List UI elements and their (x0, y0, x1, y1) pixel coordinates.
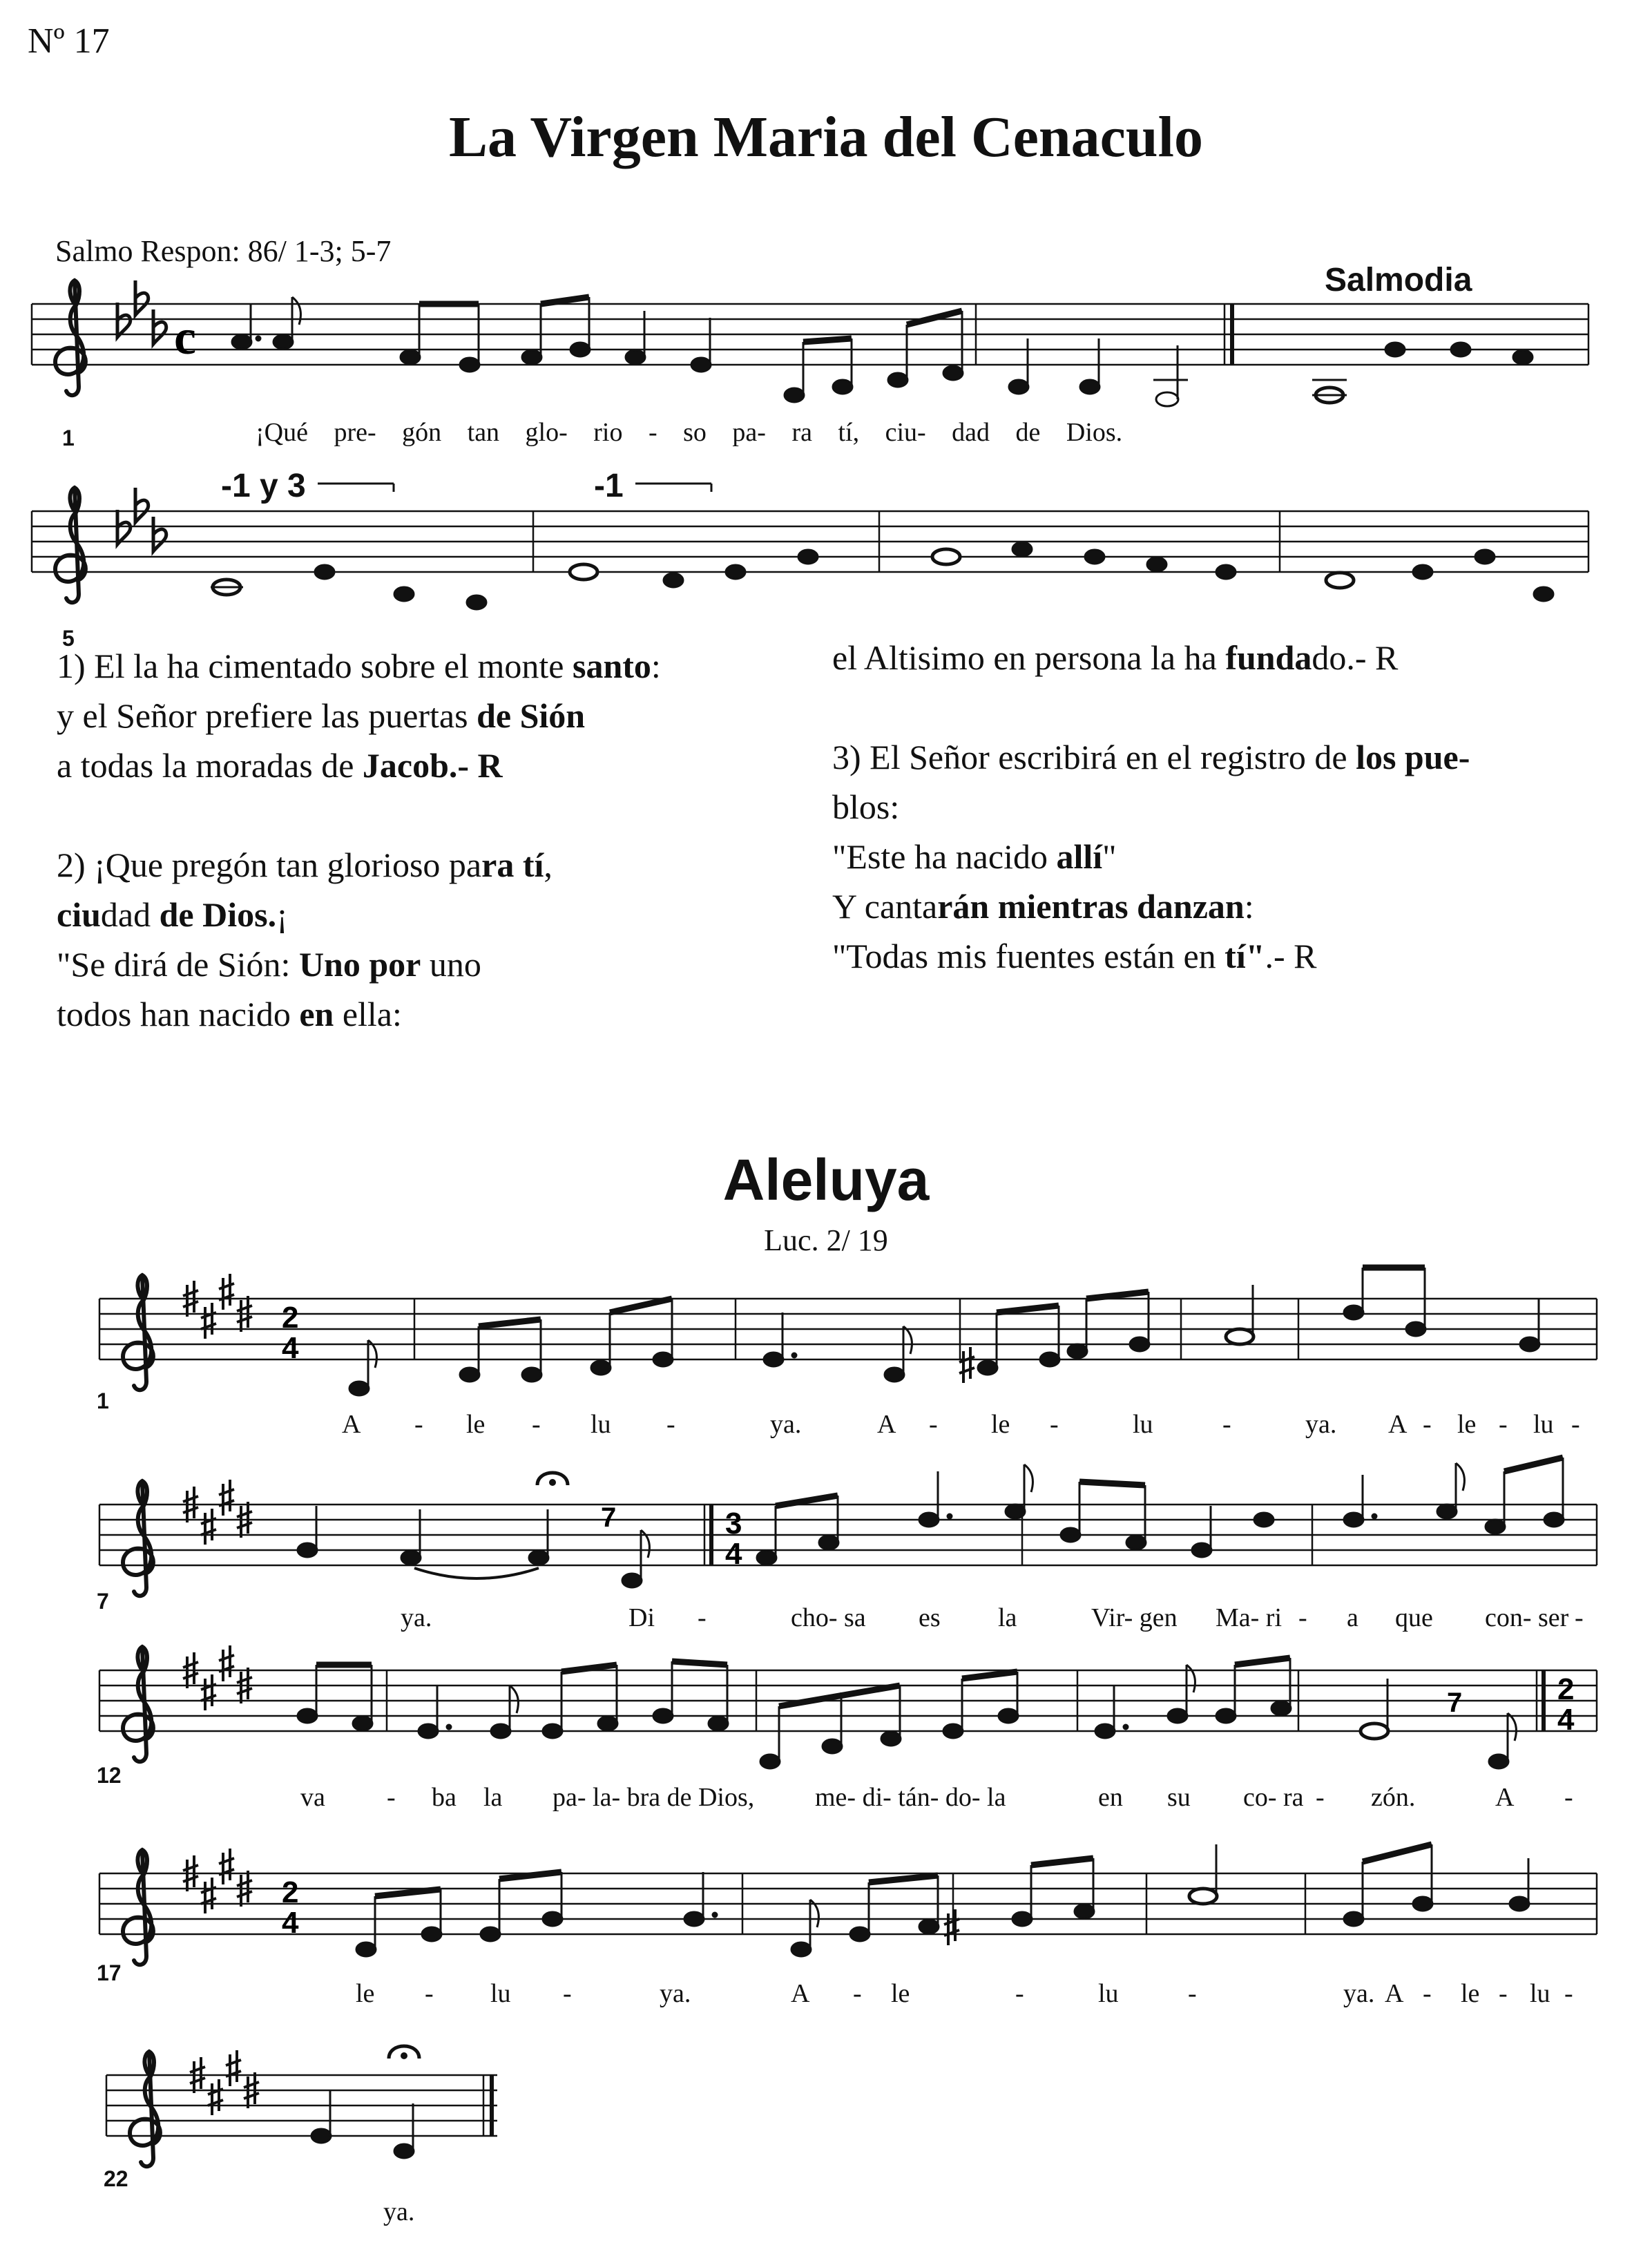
verse-text: tí" (1224, 937, 1265, 975)
lyric-syllable: A (791, 1979, 810, 2008)
aleluya-staff-2 (99, 1458, 1597, 1596)
lyric-syllable: co- ra (1243, 1783, 1304, 1812)
verse-text: "Se dirá de Sión: (57, 945, 299, 984)
lyric-syllable: su (1167, 1783, 1191, 1812)
lyric-syllable: A (342, 1410, 361, 1439)
svg-text:4: 4 (1557, 1703, 1575, 1737)
lyric-syllable: lu (490, 1979, 511, 2008)
salmodia-label: Salmodia (1325, 262, 1472, 298)
verse-text: en (299, 995, 334, 1033)
verse-left-line (57, 691, 782, 741)
lyric-syllable: con- ser (1485, 1603, 1569, 1632)
staff-system-1 (32, 280, 1588, 406)
volta-label: -1 (594, 468, 624, 504)
page-number: Nº 17 (28, 21, 110, 61)
lyric-syllable: ya. (401, 1603, 432, 1632)
verse-text: " (1102, 837, 1117, 876)
lyric-syllable: ya. (1305, 1410, 1337, 1439)
verse-text: Jacob.- R (362, 746, 503, 785)
svg-text:7: 7 (601, 1502, 617, 1533)
lyric-syllable: le (1457, 1410, 1477, 1439)
lyric-syllable: en (1098, 1783, 1123, 1812)
stanza-gap (57, 790, 782, 840)
lyric-syllable: - (1499, 1410, 1508, 1439)
verse-text: blos: (832, 787, 900, 826)
verse-left-line (57, 890, 782, 939)
verse-right-line (832, 732, 1592, 782)
lyric-syllable: - (1222, 1410, 1231, 1439)
lyric-syllable: - (425, 1979, 434, 2008)
lyric-syllable: Vir- gen (1091, 1603, 1178, 1632)
aleluya-staff-5 (106, 2046, 497, 2166)
lyric-syllable: A (877, 1410, 896, 1439)
verse-left-line (57, 741, 782, 790)
lyric-syllable: - (1423, 1410, 1432, 1439)
verse-text: ra tí (481, 846, 544, 884)
lyric-syllable: - (1015, 1979, 1024, 2008)
psalm-title: La Virgen Maria del Cenaculo (449, 105, 1203, 169)
lyric-syllable: ya. (770, 1410, 802, 1439)
lyric-syllable: A (1495, 1783, 1515, 1812)
aleluya-staff-3 (99, 1645, 1597, 1768)
bar-number: 7 (97, 1589, 109, 1614)
lyric-syllable: le (991, 1410, 1010, 1439)
lyric-syllable: a (1347, 1603, 1358, 1632)
lyric-syllable: - (1575, 1603, 1584, 1632)
lyric-syllable: le (466, 1410, 486, 1439)
bar-number: 22 (104, 2166, 128, 2191)
verse-text: de Dios. (159, 895, 277, 934)
lyric-syllable: que (1395, 1603, 1433, 1632)
lyric-syllable: - (1499, 1979, 1508, 2008)
svg-text:2: 2 (282, 1875, 299, 1909)
verse-text: de Sión (477, 696, 586, 735)
verse-left-line (57, 641, 782, 691)
verse-text: ella: (334, 995, 402, 1033)
aleluya-staff-1 (99, 1268, 1597, 1395)
verse-text: Uno por (298, 945, 421, 984)
svg-text:7: 7 (1447, 1688, 1463, 1718)
verse-left-line (57, 840, 782, 890)
lyric-syllable: A (1385, 1979, 1404, 2008)
lyric-syllable: - (532, 1410, 541, 1439)
lyric-syllable: - (1564, 1783, 1573, 1812)
lyric-syllable: - (1050, 1410, 1059, 1439)
svg-text:4: 4 (282, 1331, 299, 1365)
lyric-syllable: me- di- tán- do- la (815, 1783, 1006, 1812)
verse-text: do.- R (1312, 638, 1399, 677)
verse-text: Y canta (832, 887, 938, 926)
lyric-syllable: - (1316, 1783, 1325, 1812)
verse-text: 3) El Señor escribirá en el registro de (832, 738, 1356, 776)
lyric-syllable: - (698, 1603, 707, 1632)
svg-text:3: 3 (725, 1507, 742, 1540)
bar-number: 12 (97, 1763, 122, 1788)
lyric-syllable: - (387, 1783, 396, 1812)
lyric-syllable: zón. (1371, 1783, 1416, 1812)
verse-text: "Todas mis fuentes están en (832, 937, 1225, 975)
lyric-syllable: lu (1098, 1979, 1119, 2008)
lyric-syllable: lu (590, 1410, 611, 1439)
verse-text: allí (1056, 837, 1103, 876)
lyric-syllable: ba (432, 1783, 457, 1812)
lyric-syllable: cho- sa (791, 1603, 866, 1632)
lyric-syllable: le (891, 1979, 910, 2008)
verse-text: uno (421, 945, 481, 984)
lyric-syllable: lu (1530, 1979, 1550, 2008)
aleluya-staff-4 (99, 1844, 1597, 1965)
verse-text: todos han nacido (57, 995, 300, 1033)
lyric-syllable: le (356, 1979, 375, 2008)
verse-text: los pue- (1356, 738, 1470, 776)
svg-text:2: 2 (282, 1301, 299, 1335)
bar-number: 1 (97, 1388, 109, 1413)
lyric-syllable: va (300, 1783, 325, 1812)
verse-text: rán mientras danzan (937, 887, 1245, 926)
verse-right-line (832, 931, 1592, 981)
verse-right-line (832, 633, 1592, 682)
bar-number: 5 (62, 626, 75, 651)
verse-text: el Altisimo en persona la ha (832, 638, 1226, 677)
verse-text: a todas la moradas de (57, 746, 363, 785)
svg-text:4: 4 (282, 1906, 299, 1940)
verse-text: dad (100, 895, 160, 934)
lyric-syllable: es (919, 1603, 941, 1632)
lyric-syllable: - (414, 1410, 423, 1439)
lyric-syllable: - (1423, 1979, 1432, 2008)
lyric-syllable: - (1571, 1410, 1580, 1439)
stanza-gap (832, 682, 1592, 732)
verse-text: "Este ha nacido (832, 837, 1057, 876)
lyric-syllable: la (998, 1603, 1017, 1632)
lyric-syllable: - (1298, 1603, 1307, 1632)
verse-left-line (57, 989, 782, 1039)
bar-number: 17 (97, 1960, 122, 1985)
lyric-syllable: - (929, 1410, 938, 1439)
verse-right-line (832, 832, 1592, 881)
lyric-syllable: pa- la- bra de Dios, (553, 1783, 755, 1812)
lyric-syllable: le (1461, 1979, 1480, 2008)
svg-text:2: 2 (1557, 1672, 1575, 1706)
verse-text: .- R (1265, 937, 1317, 975)
svg-text:c: c (174, 309, 196, 365)
verse-text: ciu (57, 895, 101, 934)
lyric-syllable: - (1564, 1979, 1573, 2008)
verse-left-line (57, 939, 782, 989)
bar-number: 1 (62, 426, 75, 450)
aleluya-reference: Luc. 2/ 19 (764, 1223, 888, 1257)
lyric-syllable: ya. (383, 2197, 415, 2226)
verses-left-column (57, 641, 782, 1039)
verse-text: : (1244, 887, 1254, 926)
volta-label: -1 y 3 (221, 468, 306, 504)
verse-text: 2) ¡Que pregón tan glorioso pa (57, 846, 482, 884)
lyric-syllable: A (1388, 1410, 1408, 1439)
lyric-syllable: lu (1133, 1410, 1153, 1439)
lyric-syllable: - (853, 1979, 862, 2008)
lyric-syllable: - (563, 1979, 572, 2008)
lyric-syllable: la (483, 1783, 503, 1812)
verse-text: ¡ (276, 895, 288, 934)
verse-right-line (832, 881, 1592, 931)
lyric-syllable: Di (628, 1603, 655, 1632)
lyric-syllable: - (666, 1410, 675, 1439)
verse-text: funda (1225, 638, 1312, 677)
psalm-reference: Salmo Respon: 86/ 1-3; 5-7 (55, 234, 392, 268)
verse-text: 1) El la ha cimentado sobre el monte (57, 647, 573, 685)
verses-right-column (832, 633, 1592, 981)
svg-text:4: 4 (725, 1537, 742, 1571)
psalm-lyrics: ¡Qué pre- gón tan glo- rio - so pa- ra tí, ciu- dad de Dios. (256, 418, 1123, 447)
lyric-syllable: - (1188, 1979, 1197, 2008)
lyric-syllable: lu (1533, 1410, 1554, 1439)
verse-right-line (832, 782, 1592, 832)
lyric-syllable: Ma- ri (1216, 1603, 1283, 1632)
verse-text: y el Señor prefiere las puertas (57, 696, 477, 735)
lyric-syllable: ya. (1343, 1979, 1375, 2008)
lyric-syllable: ya. (660, 1979, 691, 2008)
verse-text: : (651, 647, 661, 685)
aleluya-title: Aleluya (722, 1147, 930, 1212)
verse-text: , (544, 846, 553, 884)
verse-text: santo (572, 647, 651, 685)
